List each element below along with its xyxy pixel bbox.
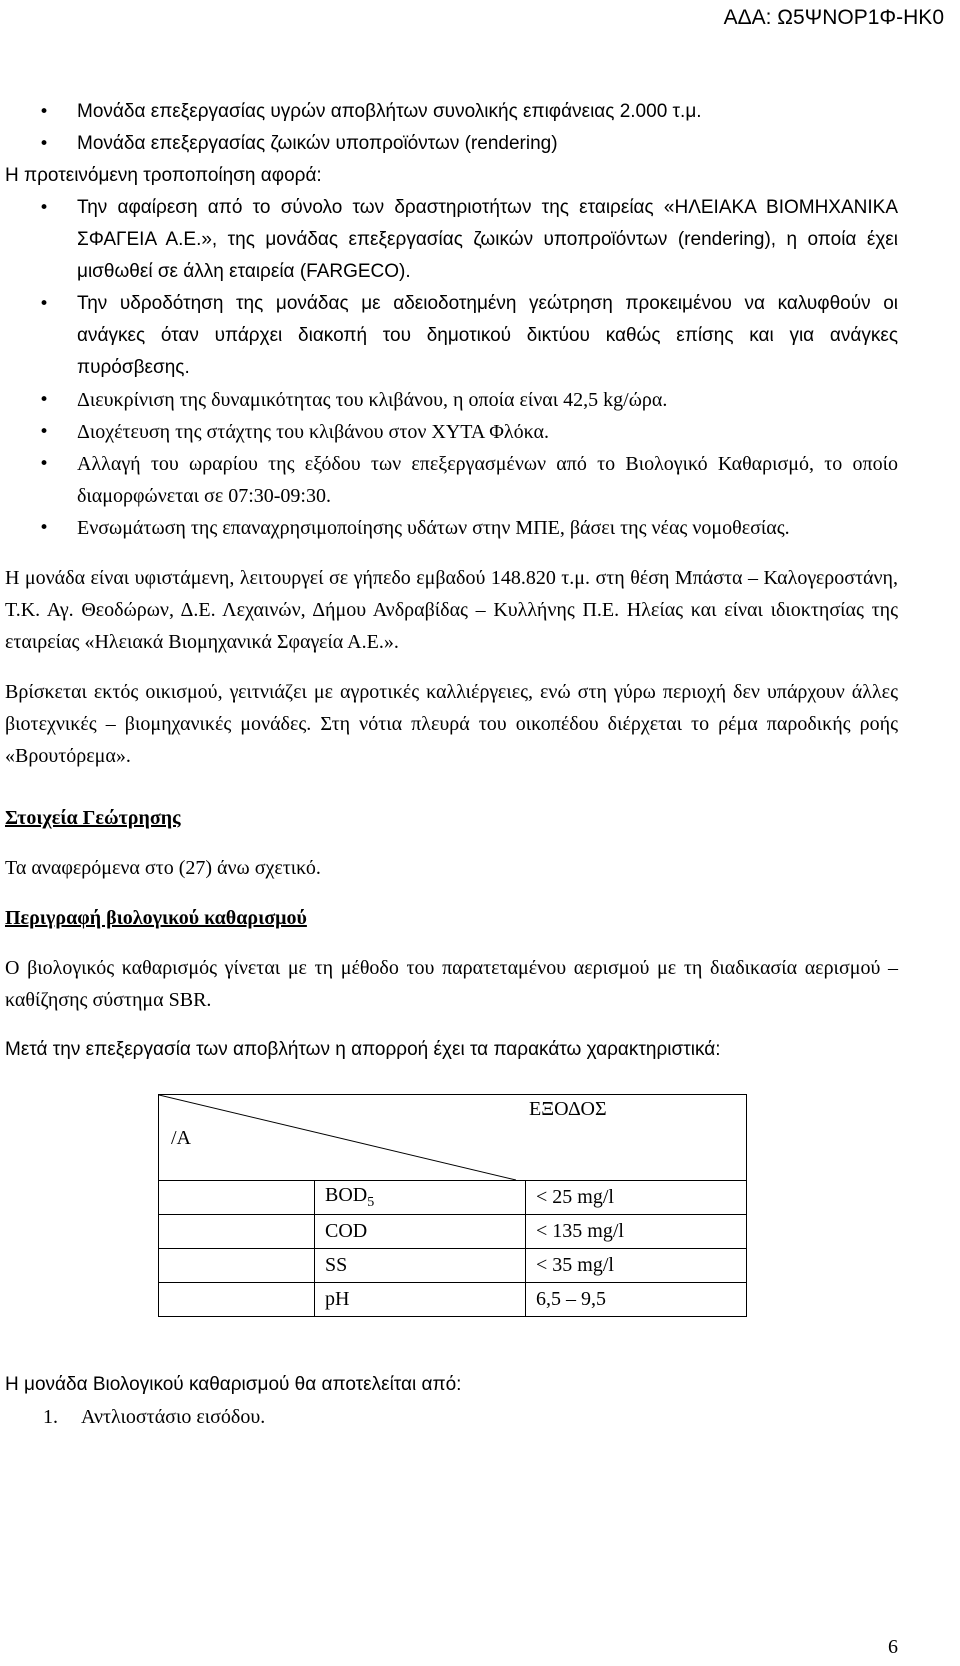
param-cell: pH bbox=[315, 1283, 526, 1317]
value-cell: 6,5 – 9,5 bbox=[526, 1283, 747, 1317]
paragraph-location: Η μονάδα είναι υφιστάμενη, λειτουργεί σε γήπεδο εμβαδού 148.820 τ.μ. στη θέση Μπάστα – Καλογεροστάνη, Τ.Κ. Αγ. Θεοδώρων, Δ.Ε. Λεχαινών, Δήμου Ανδραβίδας – Κυλλήνης Π.Ε. Ηλείας και είναι ιδιοκτησίας της εταιρείας «Ηλειακά Βιομηχανικά Σφαγεία Α.Ε.». bbox=[5, 567, 898, 653]
paragraph-surroundings: Βρίσκεται εκτός οικισμού, γειτνιάζει με αγροτικές καλλιέργειες, ενώ στη γύρω περιοχή δεν υπάρχουν άλλες βιοτεχνικές – βιομηχανικές μονάδες. Στη νότια πλευρά του οικοπέδου διέρχεται το ρέμα παροδικής ροής «Βρουτόρεμα». bbox=[5, 681, 898, 767]
table-row bbox=[159, 1215, 747, 1249]
page-number: 6 bbox=[888, 1636, 898, 1658]
table-row bbox=[159, 1283, 747, 1317]
heading-well: Στοιχεία Γεώτρησης bbox=[5, 807, 181, 829]
value-cell: < 135 mg/l bbox=[526, 1215, 747, 1249]
param-cell: SS bbox=[315, 1249, 526, 1283]
bullet-item: • Την αφαίρεση από το σύνολο των δραστηριοτήτων της εταιρείας «ΗΛΕΙΑΚΑ ΒΙΟΜΗΧΑΝΙΚΑ ΣΦΑΓΕΙΑ Α.Ε.», της μονάδας επεξεργασίας ζωικών υποπροϊόντων (rendering), η οποία έχει μισθωθεί σε άλλη εταιρεία (FARGECO). bbox=[5, 192, 898, 288]
bullet-item: • Διοχέτευση της στάχτης του κλιβάνου στον ΧΥΤΑ Φλόκα. bbox=[5, 416, 898, 448]
table-header-row bbox=[159, 1095, 747, 1181]
bullet-item: • Μονάδα επεξεργασίας υγρών αποβλήτων συνολικής επιφάνειας 2.000 τ.μ. bbox=[5, 96, 898, 128]
list-item bbox=[5, 1401, 898, 1433]
bullet-item: • Αλλαγή του ωραρίου της εξόδου των επεξεργασμένων από το Βιολογικό Καθαρισμό, το οποίο διαμορφώνεται σε 07:30-09:30. bbox=[5, 448, 898, 512]
bullet-item: • Την υδροδότηση της μονάδας με αδειοδοτημένη γεώτρηση προκειμένου να καλυφθούν οι ανάγκες όταν υπάρχει διακοπή του δημοτικού δικτύου καθώς επίσης και για ανάγκες πυρόσβεσης. bbox=[5, 288, 898, 384]
bullet-item: • Διευκρίνιση της δυναμικότητας του κλιβάνου, η οποία είναι 42,5 kg/ώρα. bbox=[5, 384, 898, 416]
paragraph-well: Τα αναφερόμενα στο (27) άνω σχετικό. bbox=[5, 857, 321, 879]
value-cell: < 35 mg/l bbox=[526, 1249, 747, 1283]
document-body bbox=[5, 96, 898, 1433]
list-text: Αντλιοστάσιο εισόδου. bbox=[81, 1406, 266, 1428]
corner-label: /Α bbox=[171, 1127, 191, 1149]
paragraph-biological: Ο βιολογικός καθαρισμός γίνεται με τη μέθοδο του παρατεταμένου αερισμού με τη διαδικασία αερισμού – καθίζησης σύστημα SBR. bbox=[5, 957, 898, 1011]
exit-label: ΕΞΟΔΟΣ bbox=[529, 1098, 607, 1120]
value-cell: < 25 mg/l bbox=[526, 1181, 747, 1215]
paragraph-after-treatment: Μετά την επεξεργασία των αποβλήτων η απορροή έχει τα παρακάτω χαρακτηριστικά: bbox=[5, 1039, 721, 1060]
bullet-item: • Μονάδα επεξεργασίας ζωικών υποπροϊόντων (rendering) bbox=[5, 128, 898, 160]
param-cell: $BOD_5$ bbox=[315, 1181, 526, 1215]
param-cell: COD bbox=[315, 1215, 526, 1249]
intro-text: Η προτεινόμενη τροποποίηση αφορά: bbox=[5, 165, 322, 186]
diagonal-line bbox=[159, 1095, 516, 1180]
heading-biological-treatment: Περιγραφή βιολογικού καθαρισμού bbox=[5, 907, 307, 929]
table-header-cell bbox=[159, 1095, 747, 1181]
ada-code: ΑΔΑ: Ω5ΨΝΟΡ1Φ-ΗΚ0 bbox=[723, 6, 944, 29]
bullet-item: • Ενσωμάτωση της επαναχρησιμοποίησης υδάτων στην ΜΠΕ, βάσει της νέας νομοθεσίας. bbox=[5, 512, 898, 544]
effluent-table bbox=[158, 1094, 747, 1317]
table-row bbox=[159, 1249, 747, 1283]
paragraph-composed: Η μονάδα Βιολογικού καθαρισμού θα αποτελείται από: bbox=[5, 1374, 462, 1395]
table-row bbox=[159, 1181, 747, 1215]
list-number: 1. bbox=[43, 1406, 58, 1428]
